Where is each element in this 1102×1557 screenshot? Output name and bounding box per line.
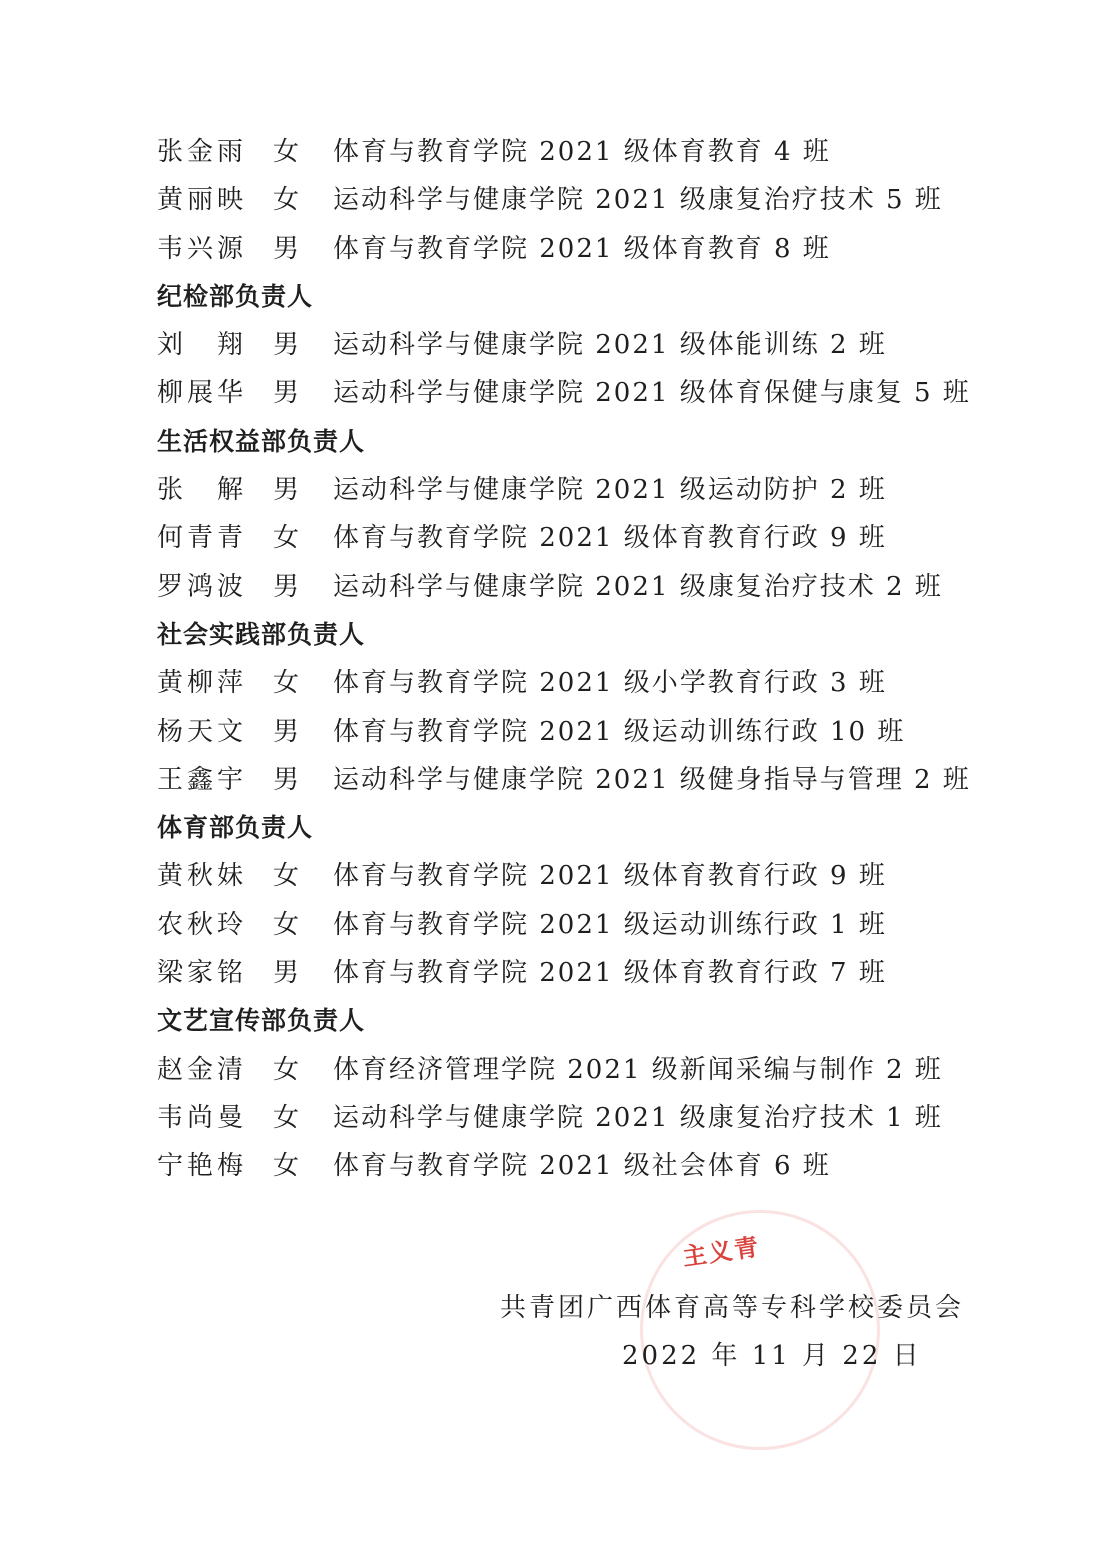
member-name: 黄丽映 [157, 185, 248, 216]
member-class: 体育与教育学院 2021 级体育教育 8 班 [333, 233, 831, 264]
member-gender: 男 [273, 571, 302, 602]
roster-row [157, 659, 1017, 707]
roster-row [157, 321, 1017, 369]
member-class: 运动科学与健康学院 2021 级运动防护 2 班 [333, 475, 887, 506]
roster-row [157, 176, 1017, 224]
seal-text: 主义青 [680, 1232, 762, 1272]
roster-row [157, 466, 1017, 514]
member-gender: 女 [273, 909, 302, 940]
signature-block [500, 1284, 980, 1380]
roster-row [157, 369, 1017, 417]
member-name: 黄秋妹 [157, 861, 248, 892]
member-class: 体育与教育学院 2021 级运动训练行政 10 班 [333, 716, 906, 747]
member-class: 运动科学与健康学院 2021 级体育保健与康复 5 班 [333, 378, 971, 409]
section-heading: 生活权益部负责人 [157, 426, 366, 456]
member-class: 运动科学与健康学院 2021 级健身指导与管理 2 班 [333, 764, 971, 795]
roster-row [157, 708, 1017, 756]
member-name: 黄柳萍 [157, 668, 248, 699]
roster-row [157, 1094, 1017, 1142]
member-name: 农秋玲 [157, 909, 248, 940]
member-name: 柳展华 [157, 378, 248, 409]
member-gender: 女 [273, 523, 302, 554]
member-gender: 男 [273, 716, 302, 747]
member-gender: 男 [273, 475, 302, 506]
member-class: 体育与教育学院 2021 级体育教育行政 7 班 [333, 958, 887, 989]
member-name: 罗鸿波 [157, 571, 248, 602]
roster-row [157, 128, 1017, 176]
section-heading: 体育部负责人 [157, 813, 314, 843]
section-heading: 社会实践部负责人 [157, 619, 366, 649]
member-class: 体育与教育学院 2021 级体育教育 4 班 [333, 137, 831, 167]
member-name: 刘 翔 [157, 330, 248, 361]
member-name: 梁家铭 [157, 958, 248, 989]
member-class: 体育与教育学院 2021 级体育教育行政 9 班 [333, 861, 887, 892]
member-gender: 女 [273, 1054, 302, 1085]
issuing-organization: 共青团广西体育高等专科学校委员会 [500, 1293, 965, 1323]
member-class: 运动科学与健康学院 2021 级康复治疗技术 2 班 [333, 571, 943, 602]
member-name: 杨天文 [157, 716, 248, 747]
member-name: 韦尚曼 [157, 1102, 248, 1133]
member-name: 宁艳梅 [157, 1151, 248, 1182]
member-class: 体育经济管理学院 2021 级新闻采编与制作 2 班 [333, 1054, 943, 1085]
member-gender: 女 [273, 185, 302, 216]
member-class: 体育与教育学院 2021 级社会体育 6 班 [333, 1151, 831, 1182]
member-gender: 女 [273, 861, 302, 892]
member-gender: 男 [273, 378, 302, 409]
roster-row [157, 563, 1017, 611]
roster-row [157, 756, 1017, 804]
roster-row [157, 949, 1017, 997]
member-name: 韦兴源 [157, 233, 248, 264]
issue-date: 2022 年 11 月 22 日 [622, 1341, 922, 1371]
member-class: 体育与教育学院 2021 级运动训练行政 1 班 [333, 909, 887, 940]
member-class: 运动科学与健康学院 2021 级康复治疗技术 5 班 [333, 185, 943, 216]
member-class: 体育与教育学院 2021 级体育教育行政 9 班 [333, 523, 887, 554]
member-gender: 女 [273, 668, 302, 699]
member-class: 体育与教育学院 2021 级小学教育行政 3 班 [333, 668, 887, 699]
roster-row [157, 901, 1017, 949]
section-heading: 纪检部负责人 [157, 281, 314, 311]
member-name: 赵金清 [157, 1054, 248, 1085]
member-class: 运动科学与健康学院 2021 级体能训练 2 班 [333, 330, 887, 361]
roster-content [157, 128, 1017, 1191]
roster-row [157, 1142, 1017, 1190]
member-class: 运动科学与健康学院 2021 级康复治疗技术 1 班 [333, 1102, 943, 1133]
member-name: 何青青 [157, 523, 248, 554]
roster-row [157, 514, 1017, 562]
member-gender: 男 [273, 764, 302, 795]
member-gender: 男 [273, 330, 302, 361]
member-gender: 女 [273, 1151, 302, 1182]
roster-row [157, 225, 1017, 273]
roster-row [157, 852, 1017, 900]
member-name: 张金雨 [157, 137, 248, 167]
member-gender: 女 [273, 137, 302, 167]
member-gender: 男 [273, 233, 302, 264]
section-heading: 文艺宣传部负责人 [157, 1006, 366, 1036]
member-gender: 女 [273, 1102, 302, 1133]
roster-row [157, 1046, 1017, 1094]
member-gender: 男 [273, 958, 302, 989]
member-name: 张 解 [157, 475, 248, 506]
member-name: 王鑫宇 [157, 764, 248, 795]
